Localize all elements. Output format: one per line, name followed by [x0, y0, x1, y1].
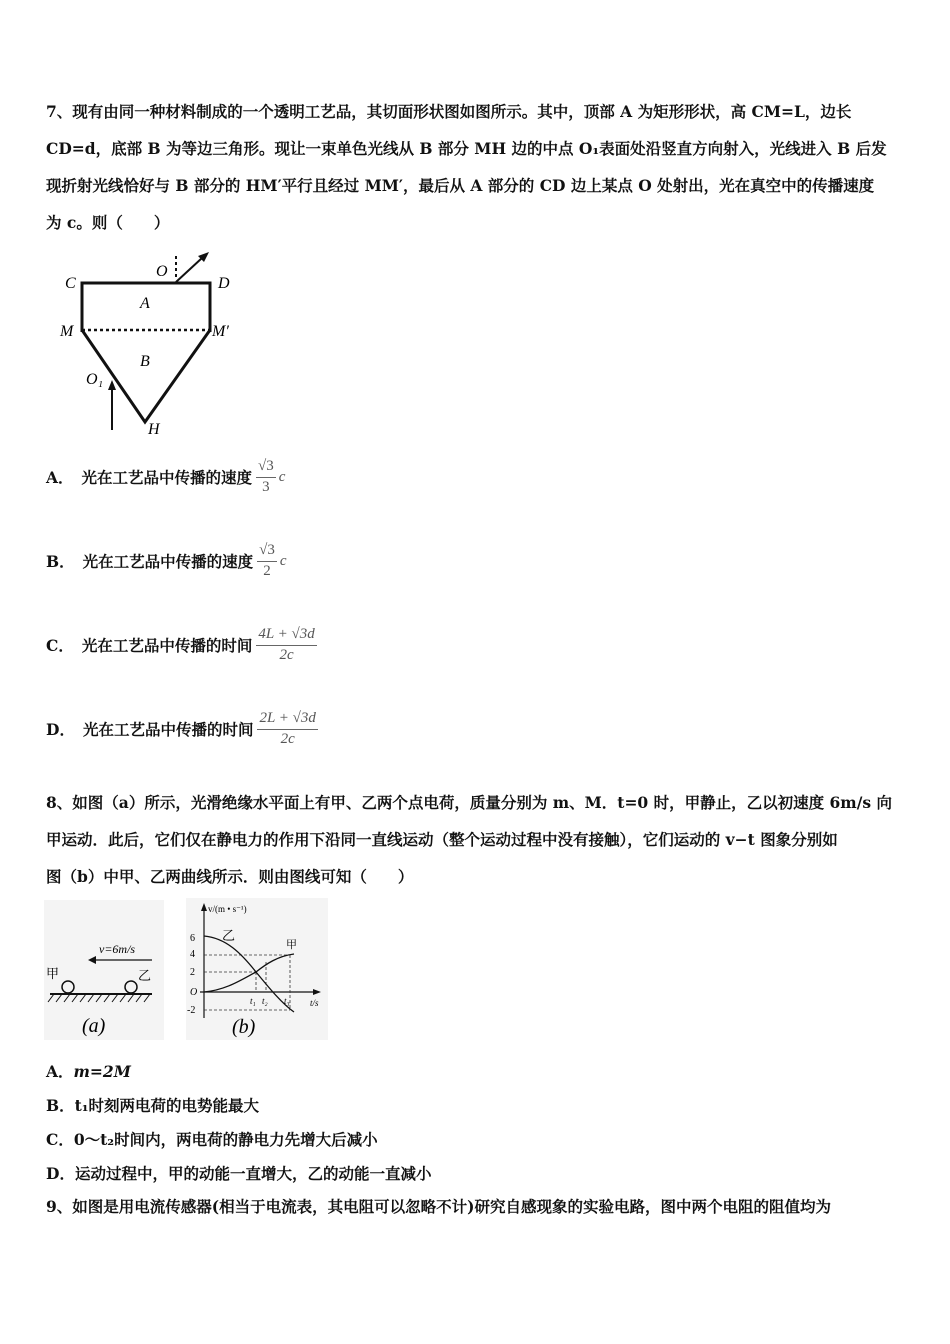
q8-stem — [46, 784, 908, 895]
option-text: 光在工艺品中传播的速度 — [82, 552, 254, 571]
option-text: 光在工艺品中传播的时间 — [81, 636, 253, 655]
q8b-label-jia: 甲 — [286, 939, 297, 951]
option-text: 光在工艺品中传播的时间 — [82, 720, 254, 739]
option-label: B． — [46, 1096, 75, 1115]
q7-label-h: H — [148, 421, 160, 438]
option-text: t₁时刻两电荷的电势能最大 — [74, 1096, 260, 1115]
fraction — [256, 626, 316, 664]
q8b-ytick-neg2: -2 — [187, 1005, 196, 1016]
q7-option-c[interactable] — [46, 626, 317, 664]
q9-stem — [46, 1188, 908, 1225]
fraction-denominator: 2c — [279, 647, 294, 663]
option-label: D． — [46, 720, 75, 739]
q7-label-d: D — [218, 275, 230, 292]
q8a-caption: (a) — [82, 1015, 106, 1037]
q7-label-o1: O₁ — [86, 371, 104, 388]
q8b-x-label: t/s — [310, 998, 319, 1008]
q7-label-b: B — [140, 353, 150, 370]
q7-line-4: 为 c。则（ ） — [46, 213, 170, 232]
option-text: 光在工艺品中传播的速度 — [81, 468, 253, 487]
fraction — [257, 542, 277, 580]
q8-figure-a — [44, 900, 164, 1040]
option-text: 运动过程中，甲的动能一直增大，乙的动能一直减小 — [74, 1164, 432, 1183]
option-label: B． — [46, 552, 75, 571]
q7-label-o: O — [156, 263, 168, 280]
q8-line-1: 8、如图（a）所示，光滑绝缘水平面上有甲、乙两个点电荷，质量分别为 m、M．t=0 时，甲静止，乙以初速度 6m/s 向 — [46, 793, 892, 812]
q7-label-a: A — [140, 295, 150, 312]
q7-line-2: CD=d，底部 B 为等边三角形。现让一束单色光线从 B 部分 MH 边的中点 O₁表面处沿竖直方向射入，光线进入 B 后发 — [46, 139, 887, 158]
option-label: A． — [46, 468, 74, 487]
q8-line-3: 图（b）中甲、乙两曲线所示．则由图线可知（ ） — [46, 867, 414, 886]
q8b-origin: O — [190, 987, 198, 998]
fraction-numerator: √3 — [257, 542, 277, 562]
fraction — [257, 710, 317, 748]
q8-option-b[interactable] — [46, 1094, 259, 1116]
q8-figure-b — [186, 898, 328, 1040]
fraction — [256, 458, 276, 496]
option-text: m=2M — [73, 1062, 131, 1081]
option-label: C． — [46, 636, 74, 655]
q8-option-a[interactable] — [46, 1060, 131, 1082]
q8b-label-yi: 乙 — [222, 928, 236, 943]
q9-line-1: 9、如图是用电流传感器(相当于电流表，其电阻可以忽略不计)研究自感现象的实验电路，图中两个电阻的阻值均为 — [46, 1197, 831, 1216]
q7-exit-ray — [176, 258, 202, 282]
q8-line-2: 甲运动．此后，它们仅在静电力的作用下沿同一直线运动（整个运动过程中没有接触），它们运动的 v−t 图象分别如 — [46, 830, 838, 849]
q8b-ytick-2: 2 — [190, 967, 195, 978]
q8-option-c[interactable] — [46, 1128, 378, 1150]
q8b-xtick-t1: t₁ — [250, 996, 256, 1006]
q8a-label-yi: 乙 — [138, 968, 152, 983]
q7-option-d[interactable] — [46, 710, 318, 748]
q7-line-1: 7、现有由同一种材料制成的一个透明工艺品，其切面形状图如图所示。其中，顶部 A 为矩形形状，高 CM=L，边长 — [46, 102, 852, 121]
q7-ray-arrowhead — [108, 380, 116, 390]
fraction-denominator: 3 — [262, 479, 270, 495]
fraction-numerator: √3 — [256, 458, 276, 478]
q7-label-c: C — [65, 275, 76, 292]
fraction-tail: c — [278, 468, 286, 485]
q7-label-m: M — [60, 323, 74, 340]
q8a-label-jia: 甲 — [46, 966, 60, 981]
q8b-xtick-t2: t₂ — [262, 996, 268, 1006]
q8a-velocity-label: v=6m/s — [99, 942, 136, 956]
q8b-y-label: v/(m • s⁻¹) — [208, 904, 247, 914]
q8b-ytick-4: 4 — [190, 949, 195, 960]
q7-stem — [46, 93, 908, 241]
q8b-ytick-6: 6 — [190, 933, 195, 944]
q7-figure — [52, 250, 252, 440]
q8-option-d[interactable] — [46, 1162, 431, 1184]
q8b-xtick-t3: t₃ — [284, 996, 290, 1006]
q7-option-b[interactable] — [46, 542, 287, 580]
option-text: 0～t₂时间内，两电荷的静电力先增大后减小 — [73, 1130, 378, 1149]
q7-line-3: 现折射光线恰好与 B 部分的 HM′平行且经过 MM′，最后从 A 部分的 CD 边上某点 O 处射出，光在真空中的传播速度 — [46, 176, 875, 195]
fraction-denominator: 2c — [280, 731, 295, 747]
fraction-numerator: 2L + √3d — [257, 710, 317, 730]
fraction-numerator: 4L + √3d — [256, 626, 316, 646]
option-label: C． — [46, 1130, 74, 1149]
q7-option-a[interactable] — [46, 458, 285, 496]
option-label: A． — [46, 1062, 74, 1081]
option-label: D． — [46, 1164, 75, 1183]
fraction-denominator: 2 — [263, 563, 271, 579]
q7-label-m-prime: M′ — [212, 323, 229, 340]
fraction-tail: c — [279, 552, 287, 569]
q8b-caption: (b) — [232, 1016, 256, 1038]
